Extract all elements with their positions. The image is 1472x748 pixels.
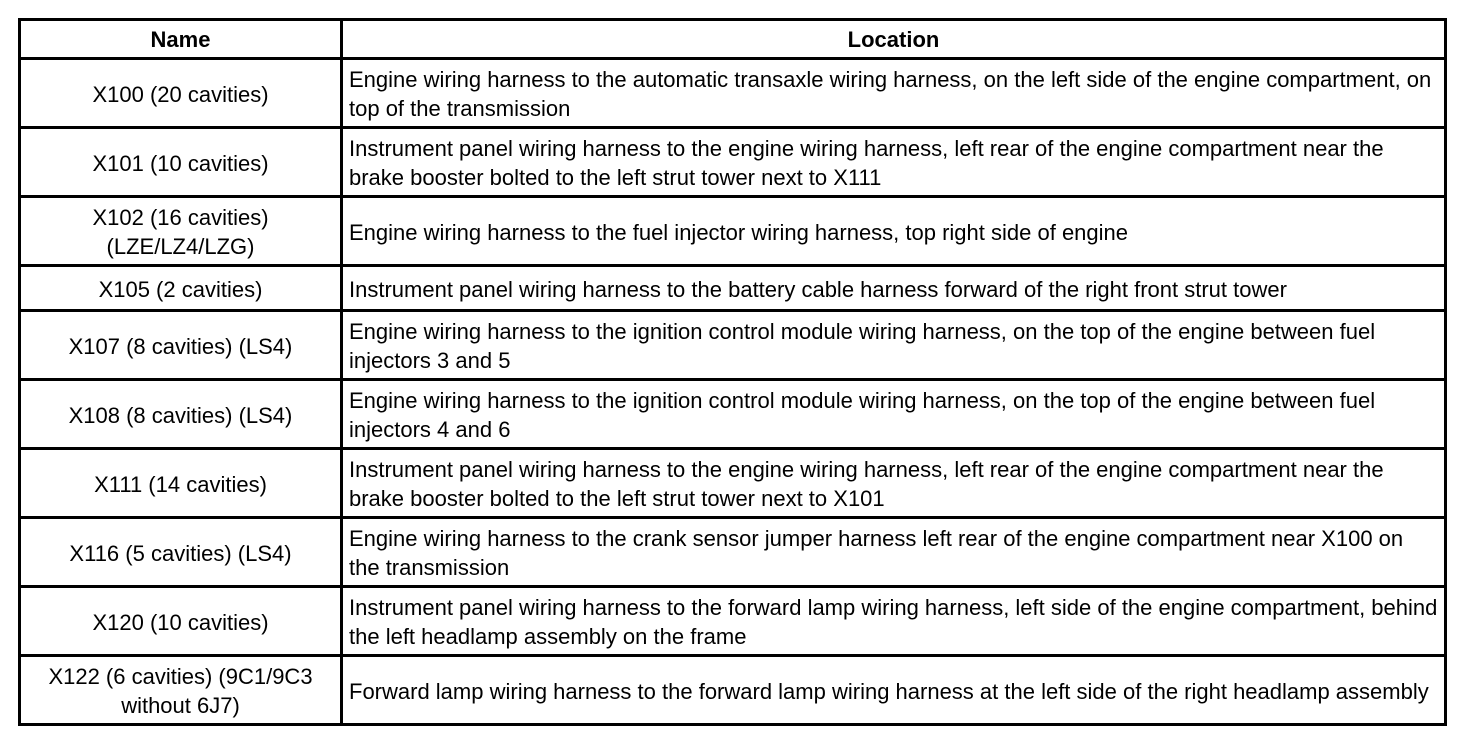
table-row: [20, 59, 1446, 128]
header-row: [20, 20, 1446, 59]
column-header-location: Location: [342, 20, 1446, 59]
connector-location-cell: Instrument panel wiring harness to the forward lamp wiring harness, left side of the engine compartment, behind the left headlamp assembly on the frame: [342, 587, 1446, 656]
connector-location-cell: Engine wiring harness to the crank sensor jumper harness left rear of the engine compartment near X100 on the transmission: [342, 518, 1446, 587]
connector-location-cell: Instrument panel wiring harness to the battery cable harness forward of the right front strut tower: [342, 266, 1446, 311]
table-row: [20, 449, 1446, 518]
connector-name-cell: X111 (14 cavities): [20, 449, 342, 518]
connector-location-cell: Engine wiring harness to the ignition control module wiring harness, on the top of the engine between fuel injectors 4 and 6: [342, 380, 1446, 449]
connector-name-cell: X101 (10 cavities): [20, 128, 342, 197]
connector-location-cell: Instrument panel wiring harness to the engine wiring harness, left rear of the engine compartment near the brake booster bolted to the left strut tower next to X111: [342, 128, 1446, 197]
connector-location-cell: Engine wiring harness to the ignition control module wiring harness, on the top of the engine between fuel injectors 3 and 5: [342, 311, 1446, 380]
connector-name-cell: X116 (5 cavities) (LS4): [20, 518, 342, 587]
connector-location-table: [18, 18, 1447, 726]
table-row: [20, 518, 1446, 587]
table-row: [20, 311, 1446, 380]
table-row: [20, 266, 1446, 311]
connector-name-cell: X105 (2 cavities): [20, 266, 342, 311]
table-row: [20, 380, 1446, 449]
connector-location-cell: Engine wiring harness to the fuel injector wiring harness, top right side of engine: [342, 197, 1446, 266]
connector-table-container: [18, 18, 1447, 726]
connector-name-cell: X122 (6 cavities) (9C1/9C3 without 6J7): [20, 656, 342, 725]
connector-name-cell: X108 (8 cavities) (LS4): [20, 380, 342, 449]
table-row: [20, 197, 1446, 266]
connector-name-cell: X100 (20 cavities): [20, 59, 342, 128]
connector-name-cell: X120 (10 cavities): [20, 587, 342, 656]
connector-name-cell: X107 (8 cavities) (LS4): [20, 311, 342, 380]
table-row: [20, 587, 1446, 656]
table-row: [20, 128, 1446, 197]
connector-location-cell: Engine wiring harness to the automatic transaxle wiring harness, on the left side of the engine compartment, on top of the transmission: [342, 59, 1446, 128]
table-row: [20, 656, 1446, 725]
connector-location-cell: Forward lamp wiring harness to the forward lamp wiring harness at the left side of the right headlamp assembly: [342, 656, 1446, 725]
connector-location-cell: Instrument panel wiring harness to the engine wiring harness, left rear of the engine compartment near the brake booster bolted to the left strut tower next to X101: [342, 449, 1446, 518]
connector-name-cell: X102 (16 cavities) (LZE/LZ4/LZG): [20, 197, 342, 266]
column-header-name: Name: [20, 20, 342, 59]
